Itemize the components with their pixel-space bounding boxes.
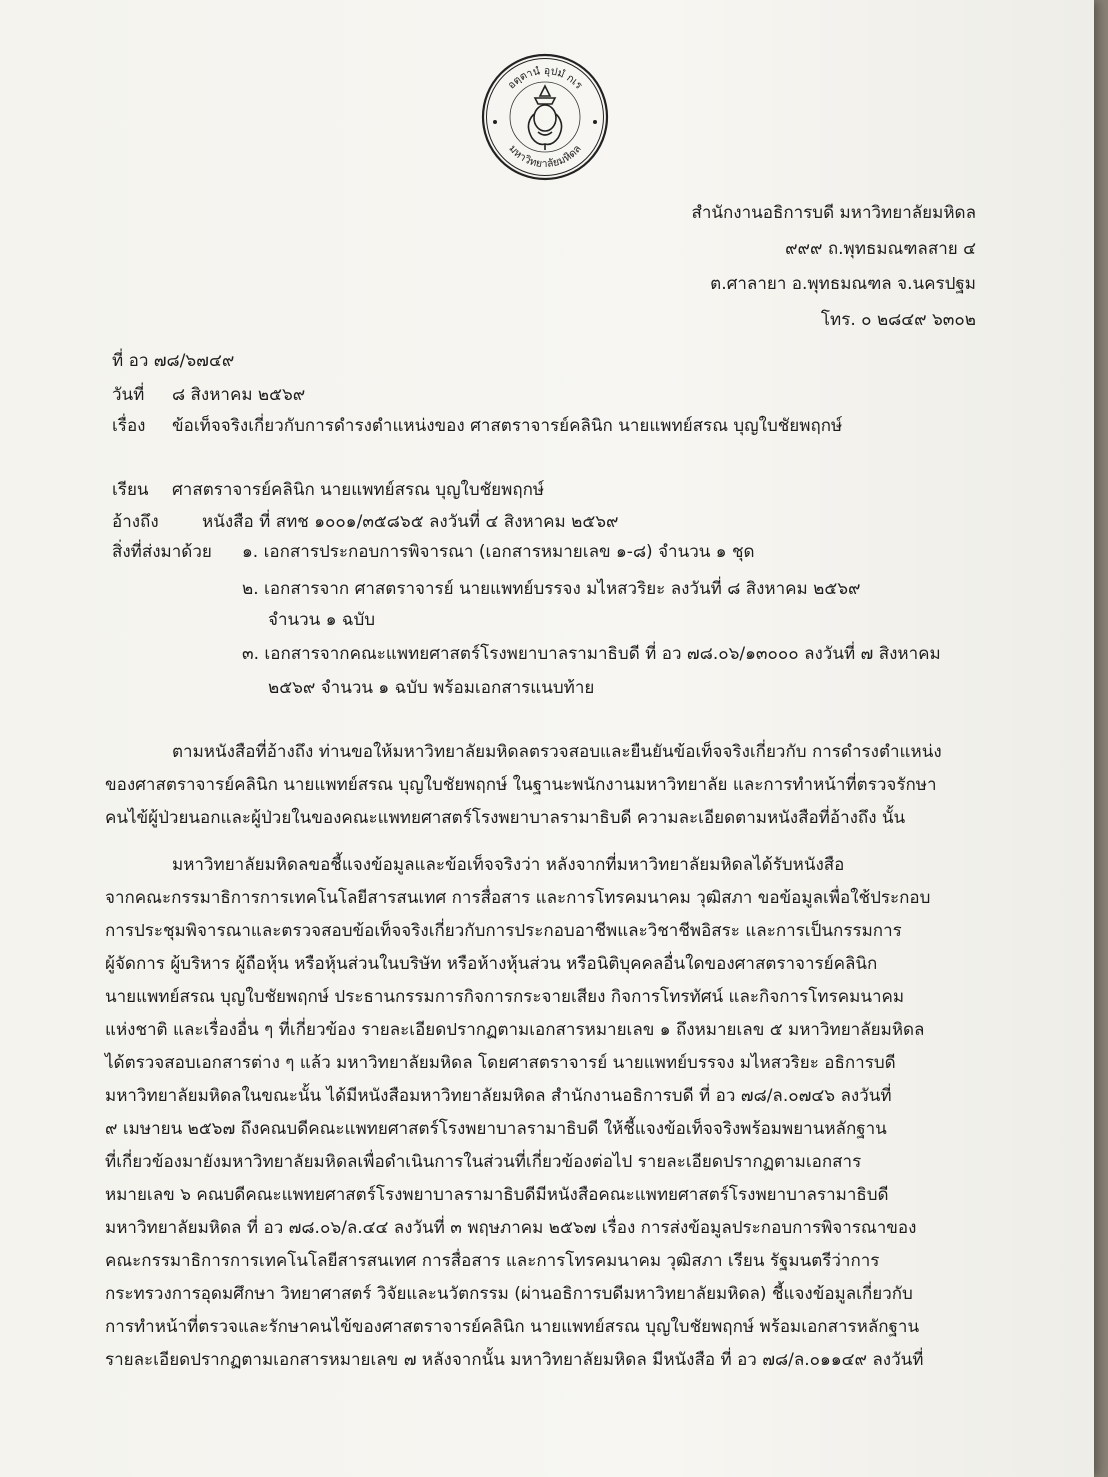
document-date: ๘ สิงหาคม ๒๕๖๙ <box>172 385 306 405</box>
subject-text: ข้อเท็จจริงเกี่ยวกับการดำรงตำแหน่งของ ศาสตราจารย์คลินิก นายแพทย์สรณ บุญใบชัยพฤกษ์ <box>172 416 843 436</box>
paragraph-line: มหาวิทยาลัยมหิดล ที่ อว ๗๘.๐๖/ล.๔๔ ลงวันที่ ๓ พฤษภาคม ๒๕๖๗ เรื่อง การส่งข้อมูลประกอบการพิจารณาของ <box>105 1218 917 1238</box>
paragraph-line: ของศาสตราจารย์คลินิก นายแพทย์สรณ บุญใบชัยพฤกษ์ ในฐานะพนักงานมหาวิทยาลัย และการทำหน้าที่ตรวจรักษา <box>105 775 937 795</box>
seal-motto: อตฺตานํ อุปมํ กเร <box>505 64 585 92</box>
recipient-row <box>112 476 544 503</box>
reference-label: อ้างถึง <box>112 512 159 532</box>
paragraph-line: รายละเอียดปรากฏตามเอกสารหมายเลข ๗ หลังจากนั้น มหาวิทยาลัยมหิดล มีหนังสือ ที่ อว ๗๘/ล.๐๑๑๔๙ ลงวันที่ <box>105 1350 924 1370</box>
enclosure-item-cont: จำนวน ๑ ฉบับ <box>268 610 376 630</box>
enclosure-item-cont: ๒๕๖๙ จำนวน ๑ ฉบับ พร้อมเอกสารแนบท้าย <box>268 678 595 698</box>
address-line: โทร. ๐ ๒๘๔๙ ๖๓๐๒ <box>820 309 976 330</box>
paragraph-line: ได้ตรวจสอบเอกสารต่าง ๆ แล้ว มหาวิทยาลัยมหิดล โดยศาสตราจารย์ นายแพทย์บรรจง มไหสวริยะ อธิการบดี <box>105 1053 896 1073</box>
date-label: วันที่ <box>112 385 145 405</box>
enclosure-item: ๑. เอกสารประกอบการพิจารณา (เอกสารหมายเลข ๑-๘) จำนวน ๑ ชุด <box>242 542 755 562</box>
date-row <box>112 381 305 408</box>
paragraph-line: มหาวิทยาลัยมหิดลในขณะนั้น ได้มีหนังสือมหาวิทยาลัยมหิดล สำนักงานอธิการบดี ที่ อว ๗๘/ล.๐๗๔๖ ลงวันที่ <box>105 1086 892 1106</box>
university-seal <box>480 52 610 182</box>
paragraph-line: ๙ เมษายน ๒๕๖๗ ถึงคณบดีคณะแพทยศาสตร์โรงพยาบาลรามาธิบดี ให้ชี้แจงข้อเท็จจริงพร้อมพยานหลักฐาน <box>105 1119 887 1139</box>
paragraph-line: การทำหน้าที่ตรวจและรักษาคนไข้ของศาสตราจารย์คลินิก นายแพทย์สรณ บุญใบชัยพฤกษ์ พร้อมเอกสารหลักฐาน <box>105 1317 920 1337</box>
paragraph-line: ตามหนังสือที่อ้างถึง ท่านขอให้มหาวิทยาลัยมหิดลตรวจสอบและยืนยันข้อเท็จจริงเกี่ยวกับ การดำรงตำแหน่ง <box>172 742 942 762</box>
recipient-label: เรียน <box>112 480 149 500</box>
subject-label: เรื่อง <box>112 416 146 436</box>
enclosure-item: ๓. เอกสารจากคณะแพทยศาสตร์โรงพยาบาลรามาธิบดี ที่ อว ๗๘.๐๖/๑๓๐๐๐ ลงวันที่ ๗ สิงหาคม <box>242 644 941 664</box>
paragraph-line: คณะกรรมาธิการการเทคโนโลยีสารสนเทศ การสื่อสาร และการโทรคมนาคม วุฒิสภา เรียน รัฐมนตรีว่าการ <box>105 1251 880 1271</box>
sender-address <box>691 196 976 338</box>
paragraph-line: จากคณะกรรมาธิการการเทคโนโลยีสารสนเทศ การสื่อสาร และการโทรคมนาคม วุฒิสภา ขอข้อมูลเพื่อใช้ประกอบ <box>105 888 931 908</box>
paragraph-line: การประชุมพิจารณาและตรวจสอบข้อเท็จจริงเกี่ยวกับการประกอบอาชีพและวิชาชีพอิสระ และการเป็นกรรมการ <box>105 921 902 941</box>
paragraph-line: ที่เกี่ยวข้องมายังมหาวิทยาลัยมหิดลเพื่อดำเนินการในส่วนที่เกี่ยวข้องต่อไป รายละเอียดปรากฏตามเอกสาร <box>105 1152 862 1172</box>
reference-row <box>112 508 618 535</box>
recipient-text: ศาสตราจารย์คลินิก นายแพทย์สรณ บุญใบชัยพฤกษ์ <box>172 480 545 500</box>
paragraph-line: กระทรวงการอุดมศึกษา วิทยาศาสตร์ วิจัยและนวัตกรรม (ผ่านอธิการบดีมหาวิทยาลัยมหิดล) ชี้แจงข้อมูลเกี่ยวกับ <box>105 1284 913 1304</box>
address-line: ๙๙๙ ถ.พุทธมณฑลสาย ๔ <box>785 238 976 259</box>
paragraph-line: มหาวิทยาลัยมหิดลขอชี้แจงข้อมูลและข้อเท็จจริงว่า หลังจากที่มหาวิทยาลัยมหิดลได้รับหนังสือ <box>172 855 845 875</box>
enclosure-item: ๒. เอกสารจาก ศาสตราจารย์ นายแพทย์บรรจง มไหสวริยะ ลงวันที่ ๘ สิงหาคม ๒๕๖๙ <box>242 579 861 599</box>
seal-name: มหาวิทยาลัยมหิดล <box>506 142 584 171</box>
address-line: ต.ศาลายา อ.พุทธมณฑล จ.นครปฐม <box>710 274 976 294</box>
reference-text: หนังสือ ที่ สทช ๑๐๐๑/๓๕๘๖๕ ลงวันที่ ๔ สิงหาคม ๒๕๖๙ <box>202 512 619 532</box>
subject-row <box>112 412 842 439</box>
paragraph-line: ผู้จัดการ ผู้บริหาร ผู้ถือหุ้น หรือหุ้นส่วนในบริษัท หรือห้างหุ้นส่วน หรือนิติบุคคลอื่นใดของศาสตราจารย์คลินิก <box>105 954 878 974</box>
address-line: สำนักงานอธิการบดี มหาวิทยาลัยมหิดล <box>691 203 976 223</box>
paragraph-line: แห่งชาติ และเรื่องอื่น ๆ ที่เกี่ยวข้อง รายละเอียดปรากฏตามเอกสารหมายเลข ๑ ถึงหมายเลข ๕ มหาวิทยาลัยมหิดล <box>105 1020 925 1040</box>
enclosure-label: สิ่งที่ส่งมาด้วย <box>112 542 212 562</box>
paragraph-line: นายแพทย์สรณ บุญใบชัยพฤกษ์ ประธานกรรมการกิจการกระจายเสียง กิจการโทรทัศน์ และกิจการโทรคมนาคม <box>105 987 905 1007</box>
document-number: ที่ อว ๗๘/๖๗๔๙ <box>112 351 235 371</box>
paragraph-line: หมายเลข ๖ คณบดีคณะแพทยศาสตร์โรงพยาบาลรามาธิบดีมีหนังสือคณะแพทยศาสตร์โรงพยาบาลรามาธิบดี <box>105 1185 889 1205</box>
paragraph-line: คนไข้ผู้ป่วยนอกและผู้ป่วยในของคณะแพทยศาสตร์โรงพยาบาลรามาธิบดี ความละเอียดตามหนังสือที่อ้างถึง นั้น <box>105 808 906 828</box>
